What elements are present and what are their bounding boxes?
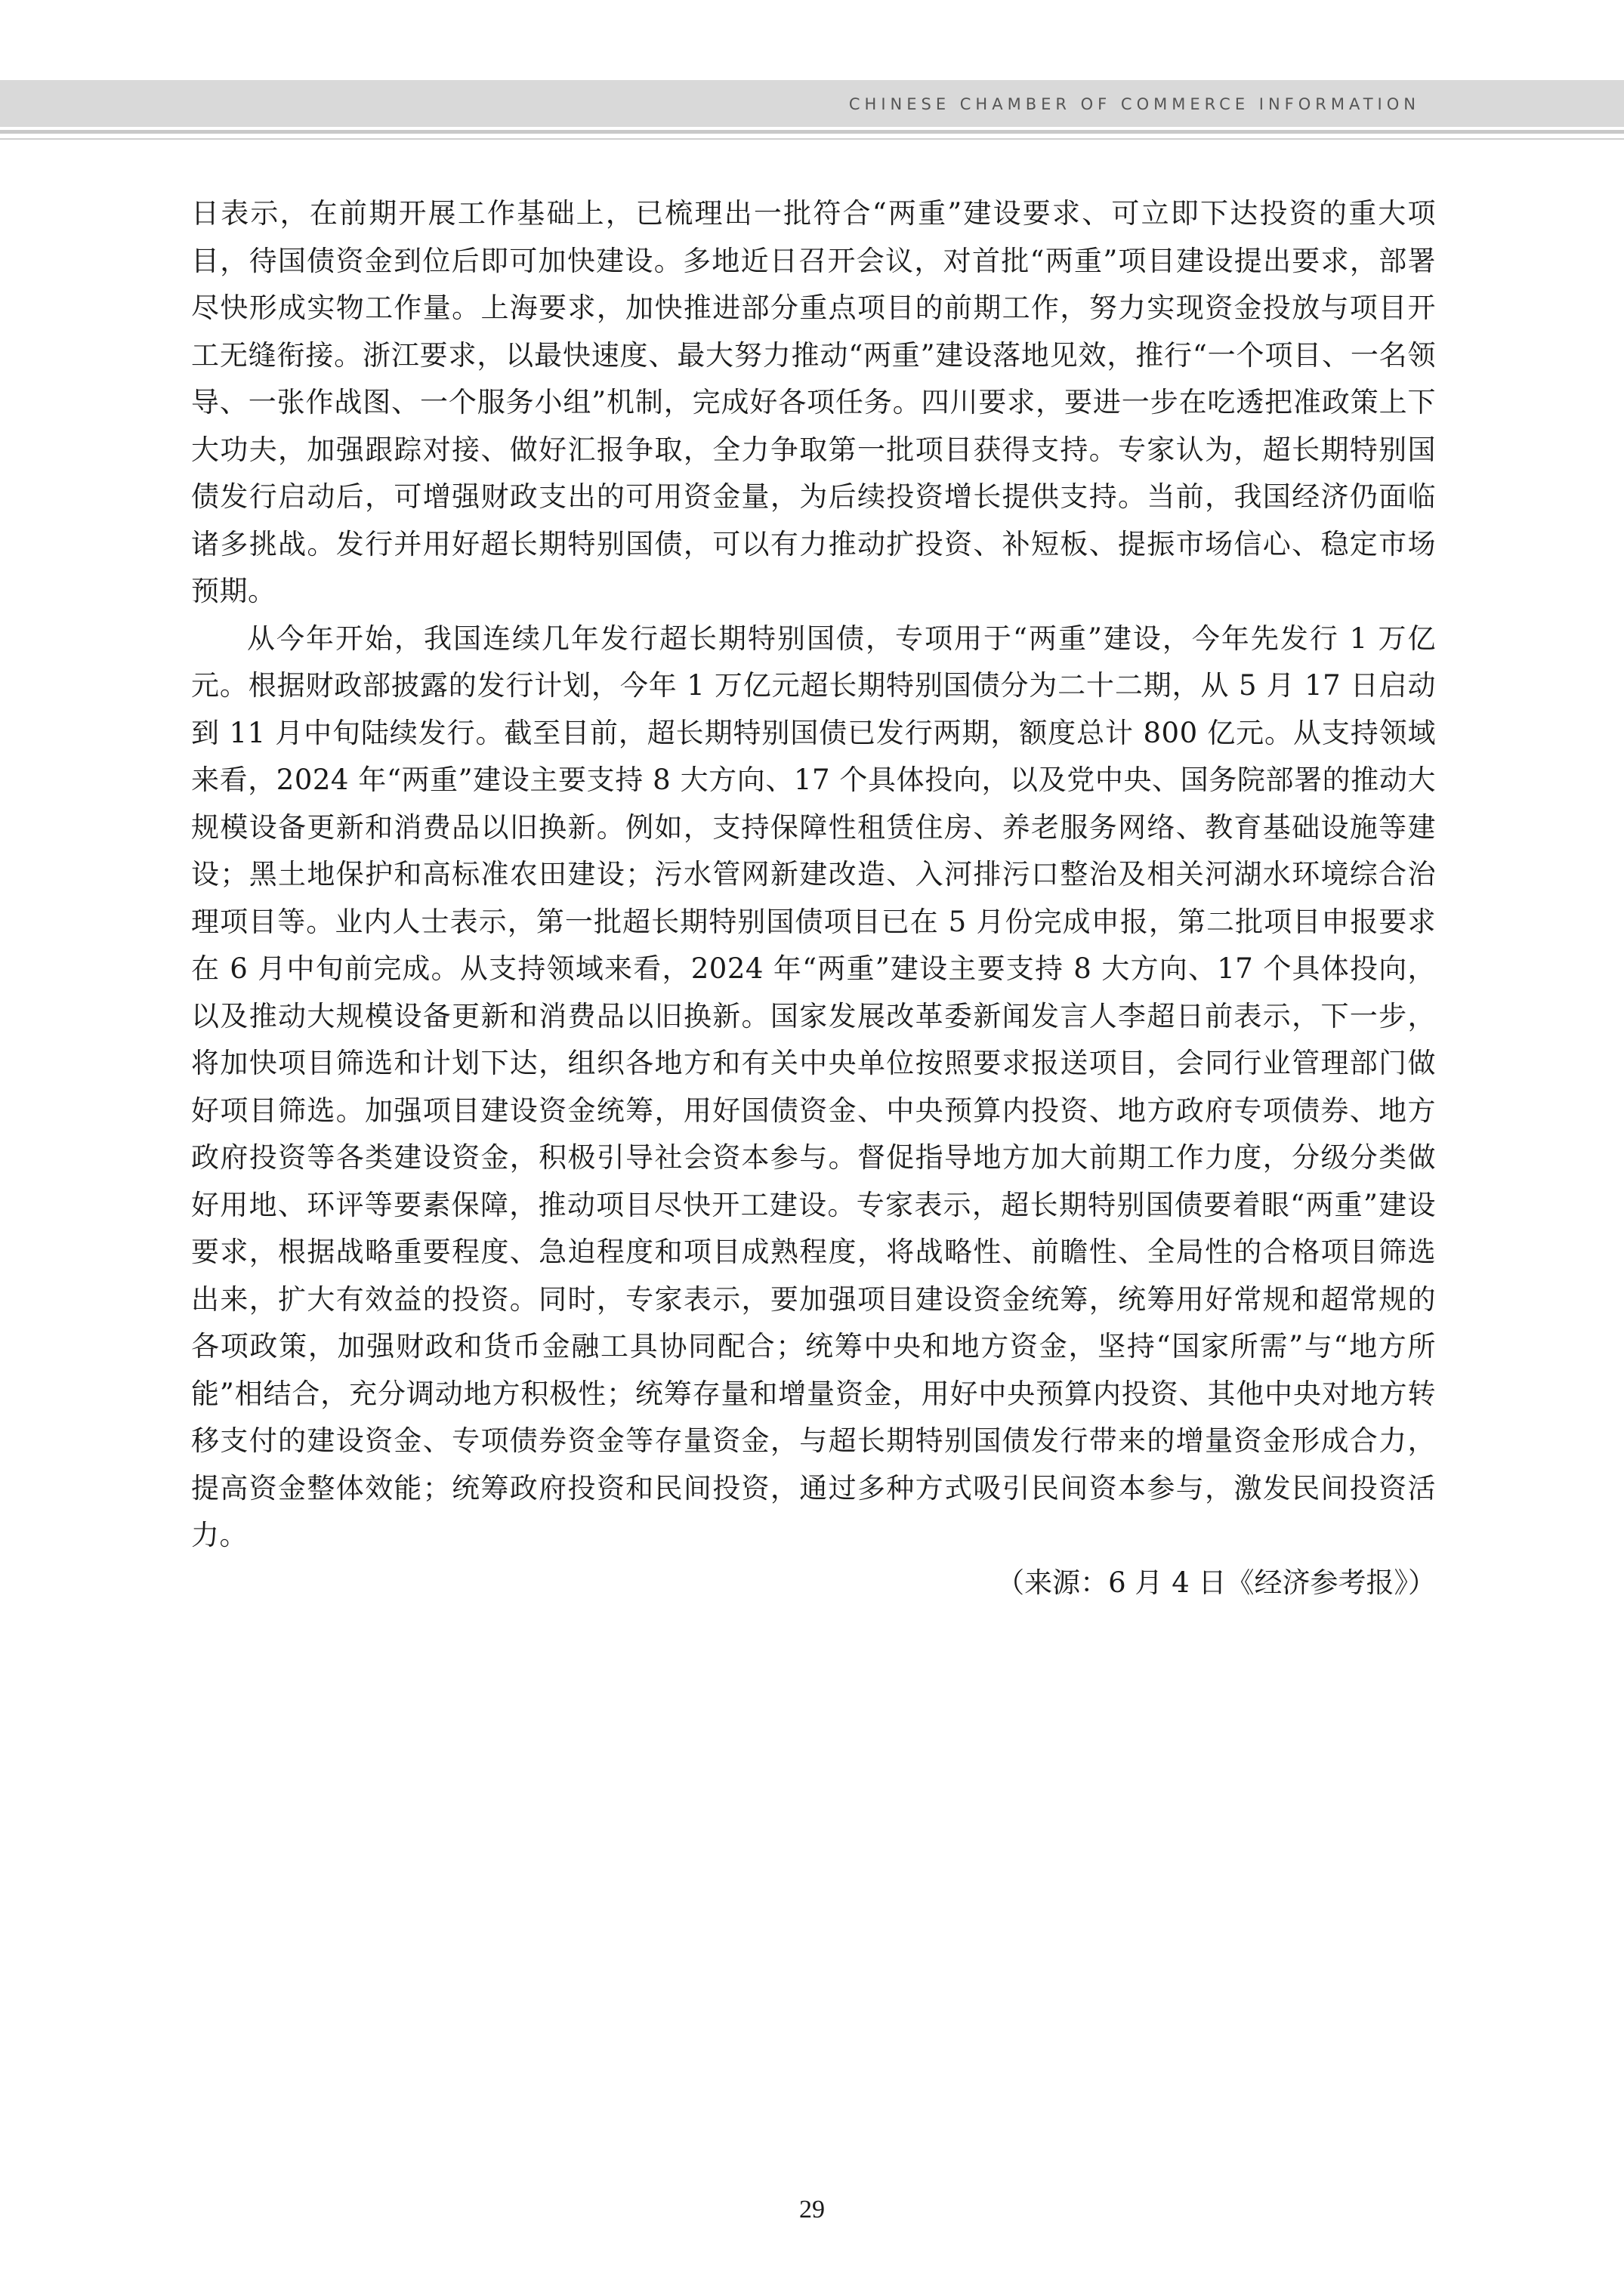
article-source: （来源：6 月 4 日《经济参考报》） xyxy=(996,1566,1436,1599)
article-body xyxy=(191,190,1436,1606)
article-paragraph-2: 从今年开始，我国连续几年发行超长期特别国债，专项用于“两重”建设，今年先发行 1 万亿元。根据财政部披露的发行计划，今年 1 万亿元超长期特别国债分为二十二期，从 5 月 17 日启动到 11 月中旬陆续发行。截至目前，超长期特别国债已发行两期，额度总计 800 亿元。从支持领域来看，2024 年“两重”建设主要支持 8 大方向、17 个具体投向，以及党中央、国务院部署的推动大规模设备更新和消费品以旧换新。例如，支持保障性租赁住房、养老服务网络、教育基础设施等建设；黑土地保护和高标准农田建设；污水管网新建改造、入河排污口整治及相关河湖水环境综合治理项目等。业内人士表示，第一批超长期特别国债项目已在 5 月份完成申报，第二批项目申报要求在 6 月中旬前完成。从支持领域来看，2024 年“两重”建设主要支持 8 大方向、17 个具体投向，以及推动大规模设备更新和消费品以旧换新。国家发展改革委新闻发言人李超日前表示，下一步，将加快项目筛选和计划下达，组织各地方和有关中央单位按照要求报送项目，会同行业管理部门做好项目筛选。加强项目建设资金统筹，用好国债资金、中央预算内投资、地方政府专项债券、地方政府投资等各类建设资金，积极引导社会资本参与。督促指导地方加大前期工作力度，分级分类做好用地、环评等要素保障，推动项目尽快开工建设。专家表示，超长期特别国债要着眼“两重”建设要求，根据战略重要程度、急迫程度和项目成熟程度，将战略性、前瞻性、全局性的合格项目筛选出来，扩大有效益的投资。同时，专家表示，要加强项目建设资金统筹，统筹用好常规和超常规的各项政策，加强财政和货币金融工具协同配合；统筹中央和地方资金，坚持“国家所需”与“地方所能”相结合，充分调动地方积极性；统筹存量和增量资金，用好中央预算内投资、其他中央对地方转移支付的建设资金、专项债券资金等存量资金，与超长期特别国债发行带来的增量资金形成合力，提高资金整体效能；统筹政府投资和民间投资，通过多种方式吸引民间资本参与，激发民间投资活力。 xyxy=(191,622,1436,1551)
article-paragraph-1: 日表示，在前期开展工作基础上，已梳理出一批符合“两重”建设要求、可立即下达投资的重大项目，待国债资金到位后即可加快建设。多地近日召开会议，对首批“两重”项目建设提出要求，部署尽快形成实物工作量。上海要求，加快推进部分重点项目的前期工作，努力实现资金投放与项目开工无缝衔接。浙江要求，以最快速度、最大努力推动“两重”建设落地见效，推行“一个项目、一名领导、一张作战图、一个服务小组”机制，完成好各项任务。四川要求，要进一步在吃透把准政策上下大功夫，加强跟踪对接、做好汇报争取，全力争取第一批项目获得支持。专家认为，超长期特别国债发行启动后，可增强财政支出的可用资金量，为后续投资增长提供支持。当前，我国经济仍面临诸多挑战。发行并用好超长期特别国债，可以有力推动扩投资、补短板、提振市场信心、稳定市场预期。 xyxy=(191,197,1436,607)
page-number: 29 xyxy=(799,2196,825,2224)
publication-title: CHINESE CHAMBER OF COMMERCE INFORMATION xyxy=(848,95,1420,113)
header-divider-thin xyxy=(0,138,1624,140)
header-divider xyxy=(0,130,1624,134)
